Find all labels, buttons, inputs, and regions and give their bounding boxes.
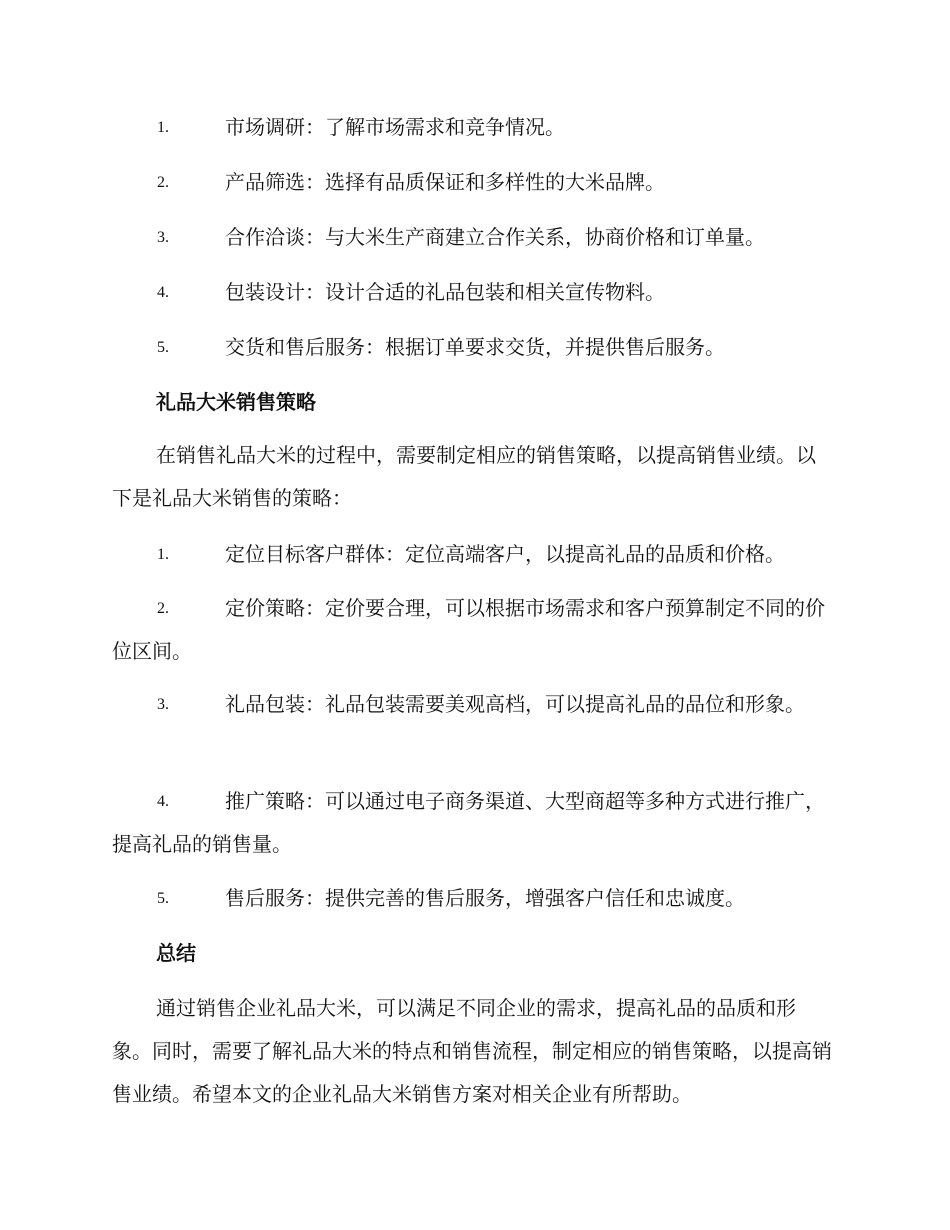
list-text: 市场调研：了解市场需求和竞争情况。 — [225, 115, 565, 139]
list-item — [112, 106, 834, 149]
list-text: 合作洽谈：与大米生产商建立合作关系，协商价格和订单量。 — [225, 225, 765, 249]
list-text: 包装设计：设计合适的礼品包装和相关宣传物料。 — [225, 280, 665, 304]
list-number: 1. — [157, 546, 169, 563]
list-item — [112, 780, 834, 866]
list-item — [112, 326, 834, 369]
list-item — [112, 161, 834, 204]
list-item — [112, 877, 834, 920]
list-item — [112, 587, 834, 673]
list-number: 4. — [157, 284, 169, 301]
strategy-intro-paragraph: 在销售礼品大米的过程中，需要制定相应的销售策略，以提高销售业绩。以下是礼品大米销售的策略： — [112, 443, 816, 510]
section-heading-strategy: 礼品大米销售策略 — [156, 390, 316, 414]
list-number: 2. — [157, 600, 169, 617]
list-item — [112, 216, 834, 259]
list-item — [112, 683, 834, 726]
list-number: 5. — [157, 339, 169, 356]
list-number: 5. — [157, 890, 169, 907]
list-text: 交货和售后服务：根据订单要求交货，并提供售后服务。 — [225, 335, 725, 359]
list-text: 售后服务：提供完善的售后服务，增强客户信任和忠诚度。 — [225, 886, 745, 910]
summary-paragraph: 通过销售企业礼品大米，可以满足不同企业的需求，提高礼品的品质和形象。同时，需要了解礼品大米的特点和销售流程，制定相应的销售策略，以提高销售业绩。希望本文的企业礼品大米销售方案对相关企业有所帮助。 — [112, 996, 832, 1106]
list-number: 3. — [157, 696, 169, 713]
list-text: 推广策略：可以通过电子商务渠道、大型商超等多种方式进行推广，提高礼品的销售量。 — [112, 789, 825, 856]
section-heading-summary: 总结 — [156, 941, 196, 965]
list-number: 3. — [157, 229, 169, 246]
list-number: 2. — [157, 174, 169, 191]
list-number: 1. — [157, 119, 169, 136]
list-item — [112, 271, 834, 314]
list-text: 定位目标客户群体：定位高端客户，以提高礼品的品质和价格。 — [225, 542, 785, 566]
list-text: 礼品包装：礼品包装需要美观高档，可以提高礼品的品位和形象。 — [225, 692, 805, 716]
list-item — [112, 533, 834, 576]
list-number: 4. — [157, 793, 169, 810]
list-text: 产品筛选：选择有品质保证和多样性的大米品牌。 — [225, 170, 665, 194]
list-text: 定价策略：定价要合理，可以根据市场需求和客户预算制定不同的价位区间。 — [112, 596, 825, 663]
